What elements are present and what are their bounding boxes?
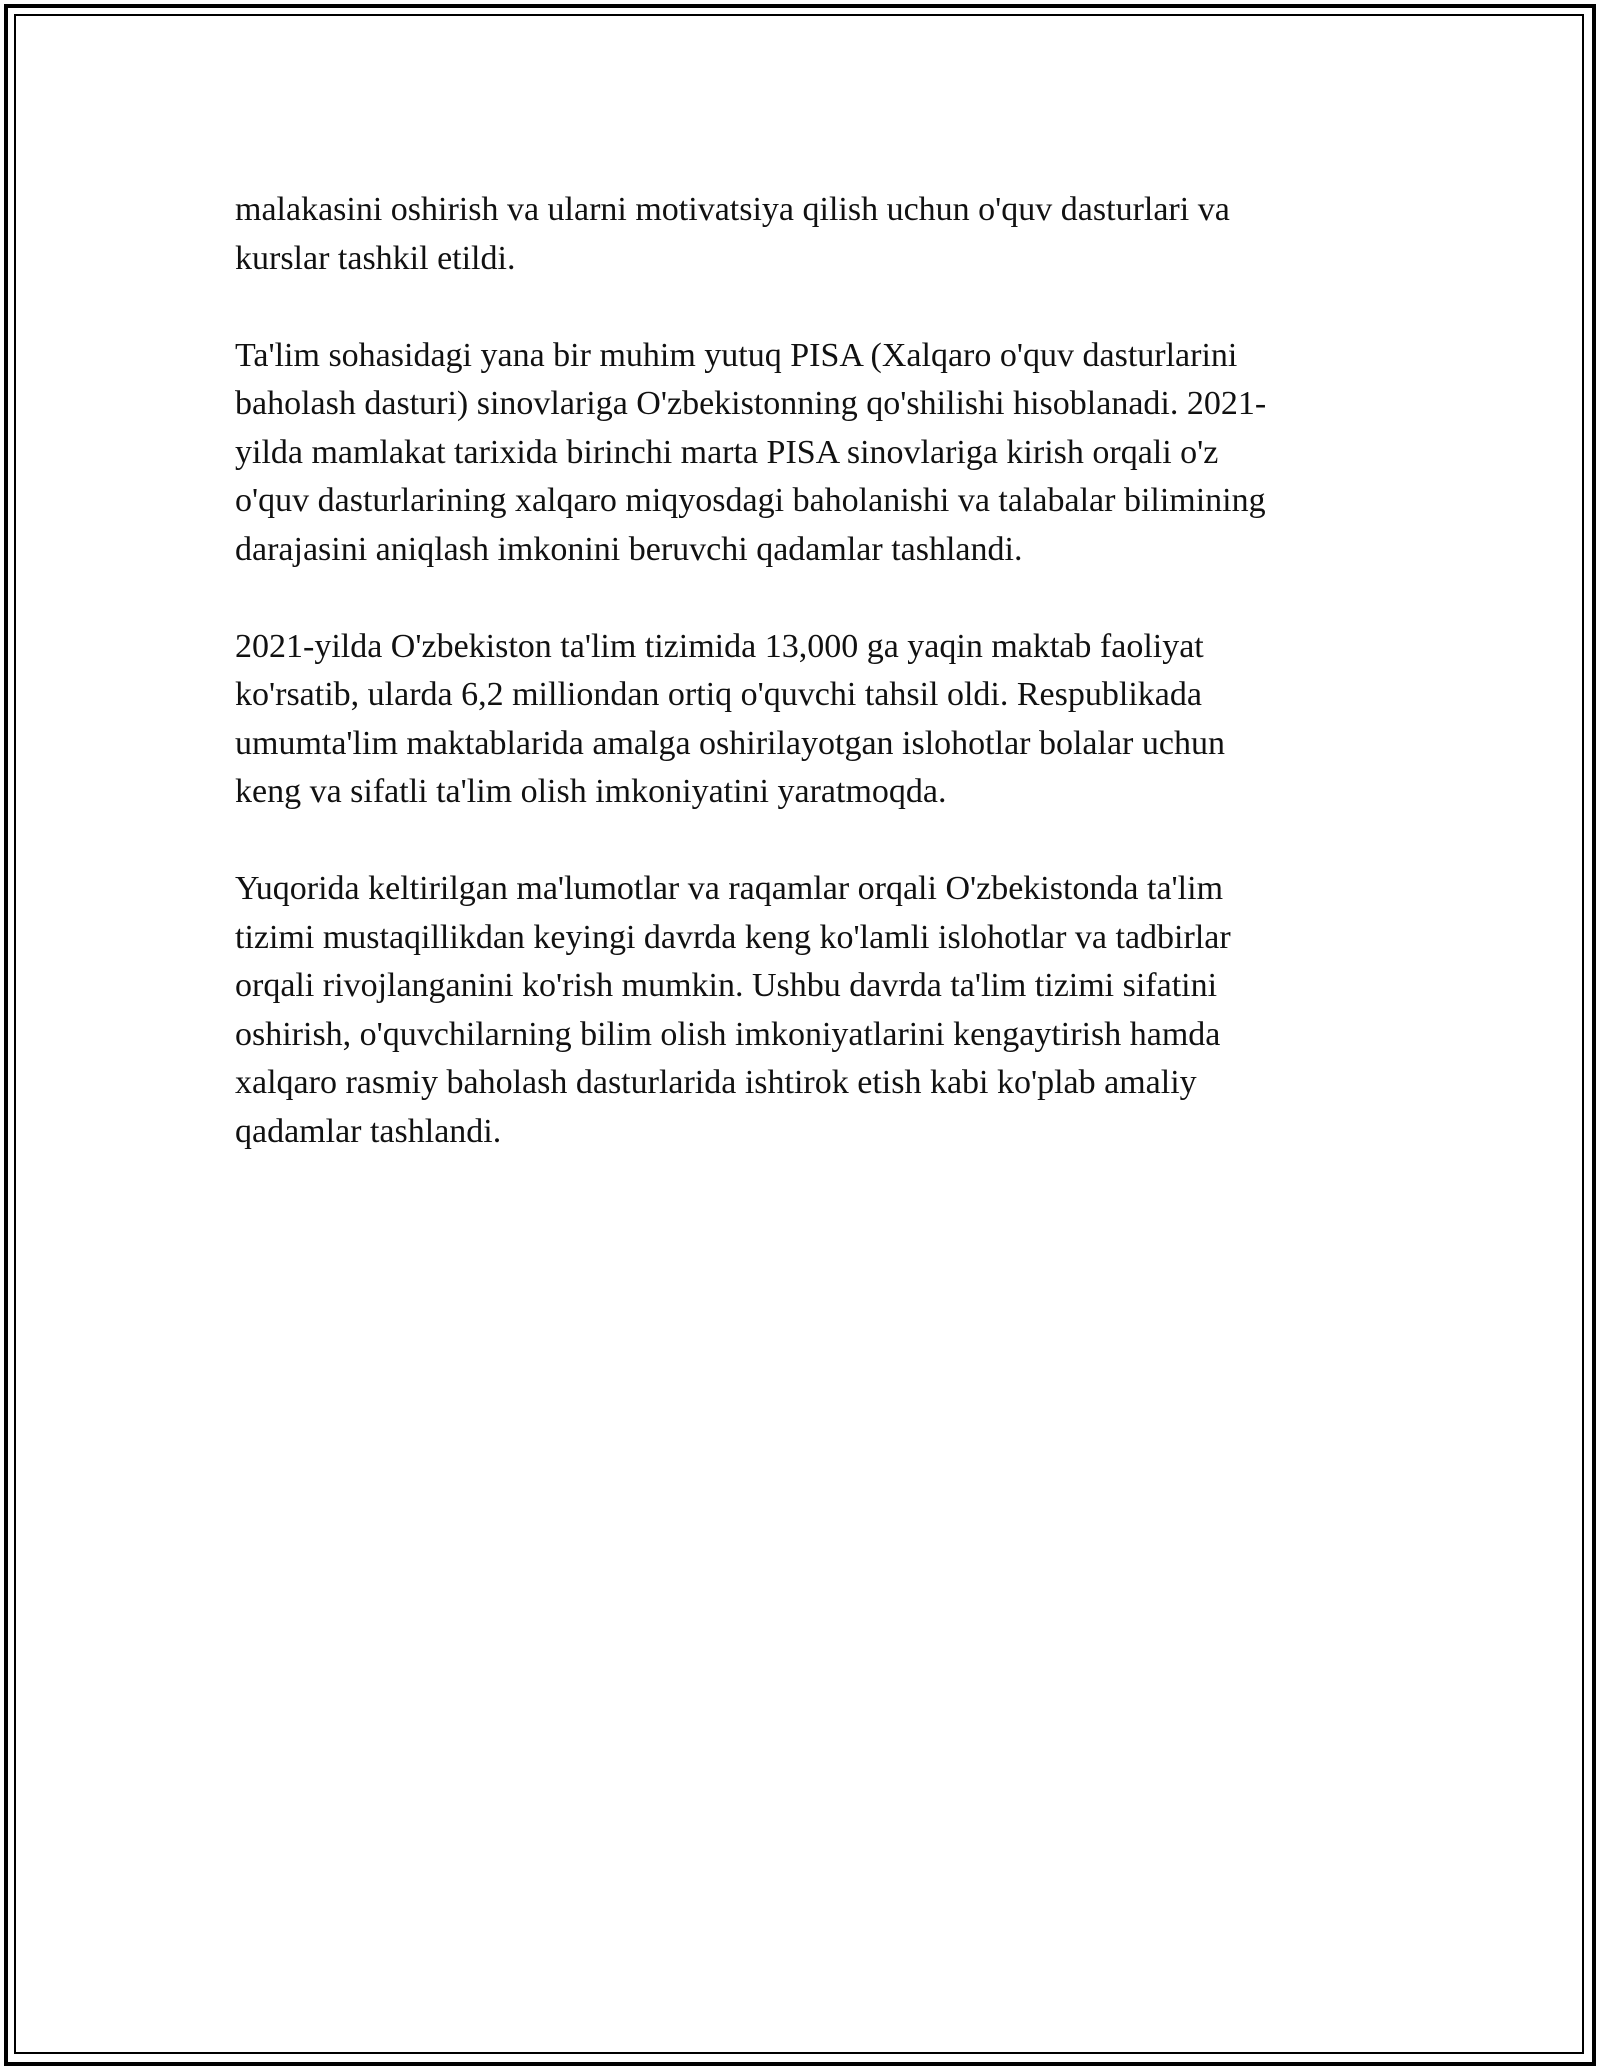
text-line: Yuqorida keltirilgan ma'lumotlar va raqamlar orqali O'zbekistonda ta'lim <box>235 870 1224 907</box>
text-line: baholash dasturi) sinovlariga O'zbekistonning qo'shilishi hisoblanadi. 2021- <box>235 385 1267 422</box>
paragraph-1 <box>235 186 1365 283</box>
text-line: darajasini aniqlash imkonini beruvchi qadamlar tashlandi. <box>235 530 1023 568</box>
paragraph-3 <box>235 623 1365 817</box>
text-line: orqali rivojlanganini ko'rish mumkin. Ushbu davrda ta'lim tizimi sifatini <box>235 967 1218 1004</box>
text-line: umumta'lim maktablarida amalga oshirilayotgan islohotlar bolalar uchun <box>235 724 1225 762</box>
text-line: xalqaro rasmiy baholash dasturlarida ishtirok etish kabi ko'plab amaliy <box>235 1064 1197 1101</box>
text-line: oshirish, o'quvchilarning bilim olish imkoniyatlarini kengaytirish hamda <box>235 1015 1221 1053</box>
text-line: kurslar tashkil etildi. <box>235 239 516 277</box>
text-line: o'quv dasturlarining xalqaro miqyosdagi baholanishi va talabalar bilimining <box>235 482 1266 519</box>
text-line: malakasini oshirish va ularni motivatsiya qilish uchun o'quv dasturlari va <box>235 191 1230 228</box>
text-line: Ta'lim sohasidagi yana bir muhim yutuq PISA (Xalqaro o'quv dasturlarini <box>235 336 1238 374</box>
text-line: ko'rsatib, ularda 6,2 milliondan ortiq o'quvchi tahsil oldi. Respublikada <box>235 676 1202 713</box>
text-line: qadamlar tashlandi. <box>235 1112 502 1150</box>
text-line: 2021-yilda O'zbekiston ta'lim tizimida 13,000 ga yaqin maktab faoliyat <box>235 627 1204 665</box>
paragraph-2 <box>235 332 1365 575</box>
paragraph-4 <box>235 865 1365 1156</box>
document-body <box>235 186 1365 1205</box>
text-line: tizimi mustaqillikdan keyingi davrda keng ko'lamli islohotlar va tadbirlar <box>235 918 1231 956</box>
text-line: keng va sifatli ta'lim olish imkoniyatini yaratmoqda. <box>235 773 947 810</box>
text-line: yilda mamlakat tarixida birinchi marta PISA sinovlariga kirish orqali o'z <box>235 433 1219 471</box>
